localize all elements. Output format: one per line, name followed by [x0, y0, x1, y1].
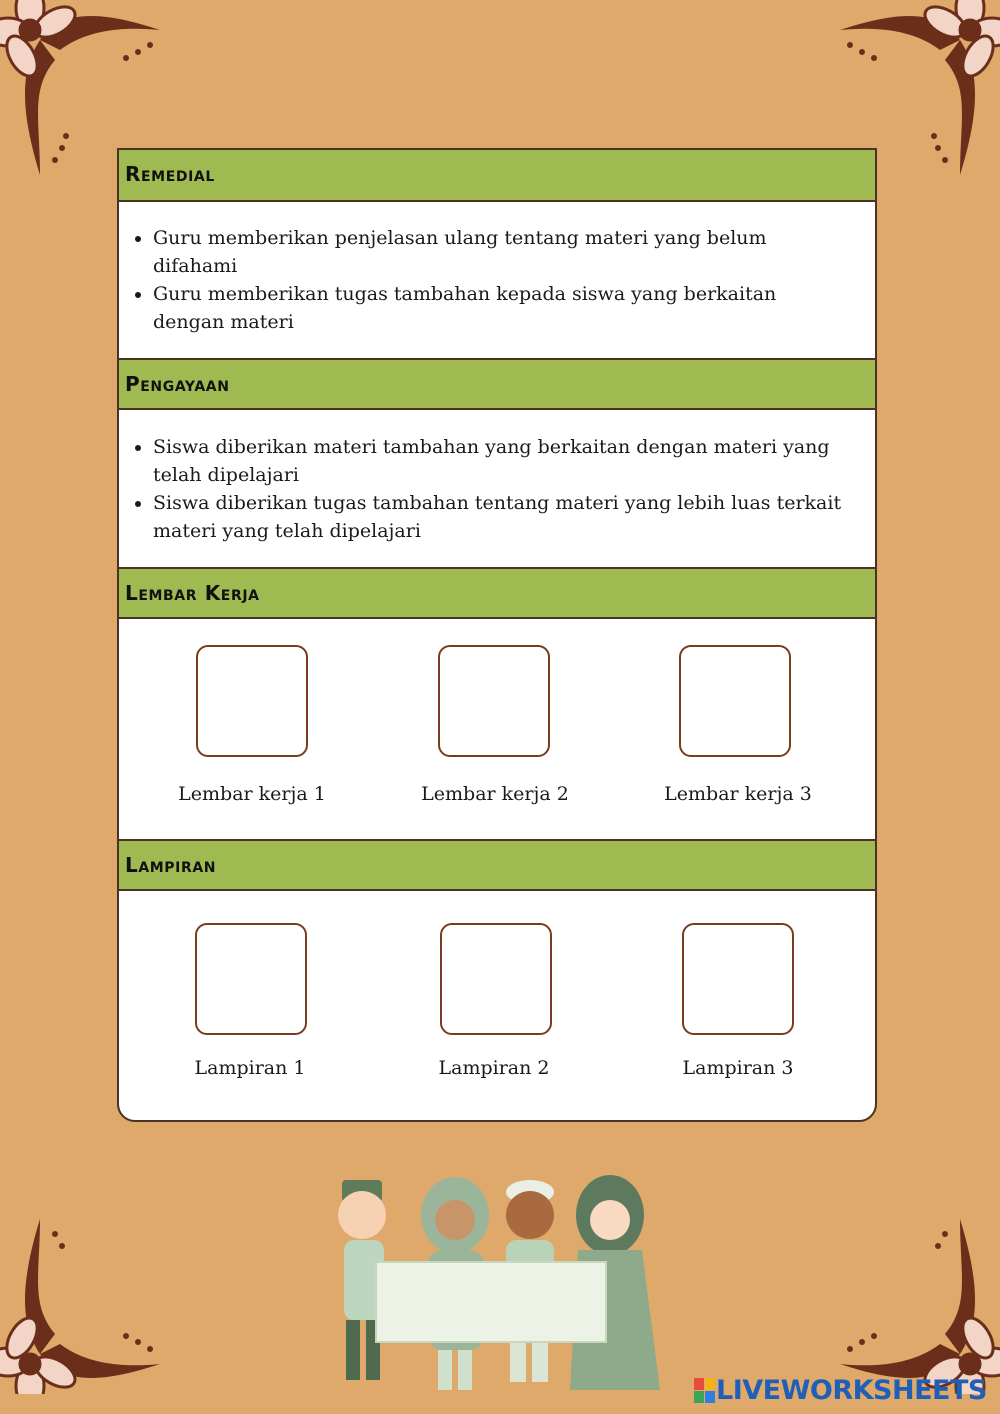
pengayaan-title: Pengayaan	[125, 372, 230, 396]
content-panel	[117, 148, 877, 1122]
lembar-kerja-slot-3[interactable]	[679, 645, 791, 757]
live-badge-icon	[694, 1378, 716, 1404]
corner-ornament-bottom-left	[0, 1214, 170, 1394]
lembar-kerja-slot-2[interactable]	[438, 645, 550, 757]
lembar-kerja-header	[119, 567, 875, 619]
lembar-kerja-slot-1[interactable]	[196, 645, 308, 757]
pengayaan-header	[119, 358, 875, 410]
remedial-list	[119, 224, 853, 336]
lembar-kerja-label-1: Lembar kerja 1	[178, 783, 326, 805]
lembar-kerja-title: Lembar Kerja	[125, 581, 260, 605]
lampiran-title: Lampiran	[125, 853, 217, 877]
lembar-kerja-label-3: Lembar kerja 3	[664, 783, 812, 805]
lampiran-label-2: Lampiran 2	[438, 1057, 550, 1079]
lampiran-label-3: Lampiran 3	[682, 1057, 794, 1079]
lampiran-slot-3[interactable]	[682, 923, 794, 1035]
brand-text: LIVEWORKSHEETS	[716, 1375, 987, 1406]
children-holding-sign-illustration	[320, 1170, 670, 1400]
list-item: • Guru memberikan penjelasan ulang tentang materi yang belum difahami	[153, 224, 853, 280]
list-item: • Siswa diberikan tugas tambahan tentang materi yang lebih luas terkait materi yang telah dipelajari	[153, 489, 877, 545]
lampiran-label-1: Lampiran 1	[194, 1057, 306, 1079]
corner-ornament-bottom-right	[830, 1214, 1000, 1394]
list-item: • Siswa diberikan materi tambahan yang berkaitan dengan materi yang telah dipelajari	[153, 433, 877, 489]
liveworksheets-logo	[694, 1375, 987, 1406]
remedial-header	[119, 150, 875, 202]
lampiran-slot-2[interactable]	[440, 923, 552, 1035]
lampiran-header	[119, 839, 875, 891]
remedial-title: Remedial	[125, 162, 215, 186]
lembar-kerja-label-2: Lembar kerja 2	[421, 783, 569, 805]
lampiran-slot-1[interactable]	[195, 923, 307, 1035]
list-item: • Guru memberikan tugas tambahan kepada siswa yang berkaitan dengan materi	[153, 280, 853, 336]
pengayaan-list	[119, 433, 877, 545]
